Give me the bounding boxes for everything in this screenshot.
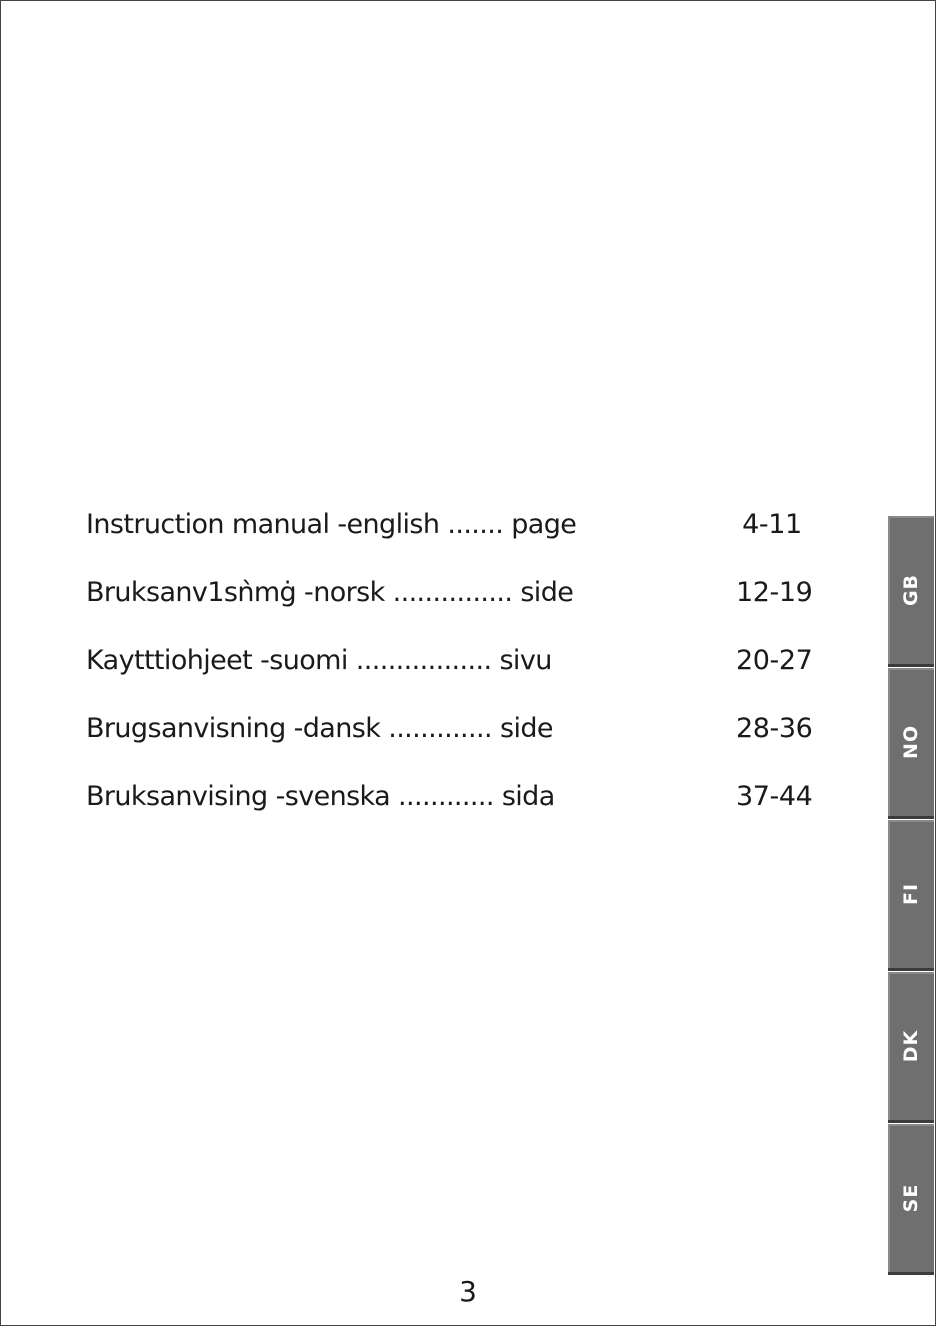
toc-entry-pages: 4-11 bbox=[742, 509, 802, 540]
toc-entry-label: Instruction manual -english ....... page bbox=[86, 509, 577, 540]
tab-label: FI bbox=[900, 882, 922, 906]
toc-entry-label: Kaytttiohjeet -suomi ................. sivu bbox=[86, 645, 552, 676]
toc-entry-norsk[interactable] bbox=[86, 573, 846, 613]
toc-entry-english[interactable] bbox=[86, 505, 846, 545]
toc-entry-label: Bruksanvising -svenska ............ sida bbox=[86, 781, 555, 812]
tab-label: GB bbox=[900, 573, 922, 607]
tab-label: DK bbox=[900, 1029, 922, 1063]
language-tabs bbox=[888, 516, 936, 1276]
toc-entry-pages: 20-27 bbox=[736, 645, 813, 676]
tab-gb[interactable] bbox=[888, 516, 934, 667]
toc-entry-svenska[interactable] bbox=[86, 777, 846, 817]
toc-entry-dansk[interactable] bbox=[86, 709, 846, 749]
toc-entry-pages: 12-19 bbox=[736, 577, 813, 608]
toc-entry-pages: 37-44 bbox=[736, 781, 813, 812]
page-number: 3 bbox=[459, 1275, 477, 1308]
toc-entry-label: Brugsanvisning -dansk ............. side bbox=[86, 713, 553, 744]
tab-dk[interactable] bbox=[888, 972, 934, 1123]
toc-entry-pages: 28-36 bbox=[736, 713, 813, 744]
toc-entry-label: Bruksanv1sǹmġ -norsk ............... side bbox=[86, 577, 574, 608]
tab-se[interactable] bbox=[888, 1124, 934, 1275]
toc-entry-suomi[interactable] bbox=[86, 641, 846, 681]
tab-no[interactable] bbox=[888, 668, 934, 819]
tab-fi[interactable] bbox=[888, 820, 934, 971]
tab-label: NO bbox=[900, 724, 922, 760]
tab-label: SE bbox=[900, 1183, 922, 1213]
